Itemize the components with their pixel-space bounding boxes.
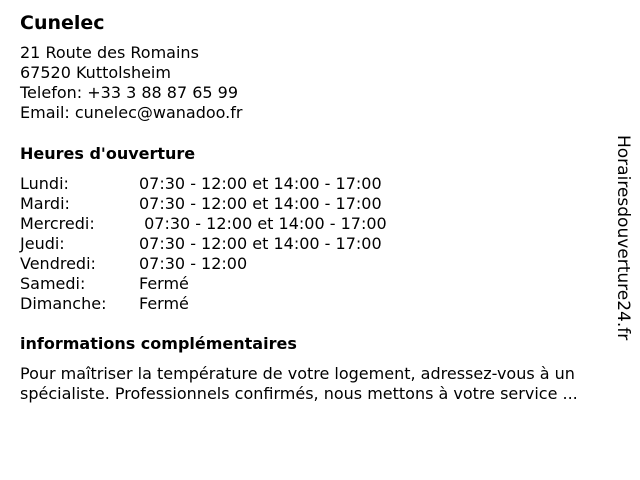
info-heading: informations complémentaires (20, 334, 297, 353)
day-hours: Fermé (139, 274, 189, 293)
phone-text: Telefon: +33 3 88 87 65 99 (20, 83, 239, 102)
hours-row-thursday (20, 234, 387, 254)
email-text: Email: cunelec@wanadoo.fr (20, 103, 243, 122)
day-label: Lundi: (20, 174, 69, 193)
site-watermark: Horairesdouverture24.fr (613, 135, 633, 341)
day-label: Mercredi: (20, 214, 95, 233)
hours-row-friday (20, 254, 387, 274)
day-hours: 07:30 - 12:00 et 14:00 - 17:00 (139, 234, 382, 253)
info-line-1: Pour maîtriser la température de votre logement, adressez-vous à un (20, 364, 575, 383)
day-hours: 07:30 - 12:00 (139, 254, 248, 273)
day-hours: Fermé (139, 294, 189, 313)
contact-block (20, 43, 242, 123)
day-hours: 07:30 - 12:00 et 14:00 - 17:00 (139, 194, 382, 213)
day-label: Vendredi: (20, 254, 96, 273)
day-label: Samedi: (20, 274, 86, 293)
info-line-2: spécialiste. Professionnels confirmés, nous mettons à votre service ... (20, 384, 578, 403)
hours-heading: Heures d'ouverture (20, 144, 196, 163)
day-label: Dimanche: (20, 294, 107, 313)
hours-table (20, 174, 387, 314)
address-line-1: 21 Route des Romains (20, 43, 199, 62)
hours-row-saturday (20, 274, 387, 294)
day-hours: 07:30 - 12:00 et 14:00 - 17:00 (139, 174, 382, 193)
hours-row-sunday (20, 294, 387, 314)
day-hours: 07:30 - 12:00 et 14:00 - 17:00 (139, 214, 387, 233)
hours-row-wednesday (20, 214, 387, 234)
address-line-2: 67520 Kuttolsheim (20, 63, 171, 82)
day-label: Jeudi: (20, 234, 65, 253)
day-label: Mardi: (20, 194, 70, 213)
info-description (20, 364, 630, 404)
hours-row-monday (20, 174, 387, 194)
hours-row-tuesday (20, 194, 387, 214)
business-name: Cunelec (20, 12, 105, 34)
